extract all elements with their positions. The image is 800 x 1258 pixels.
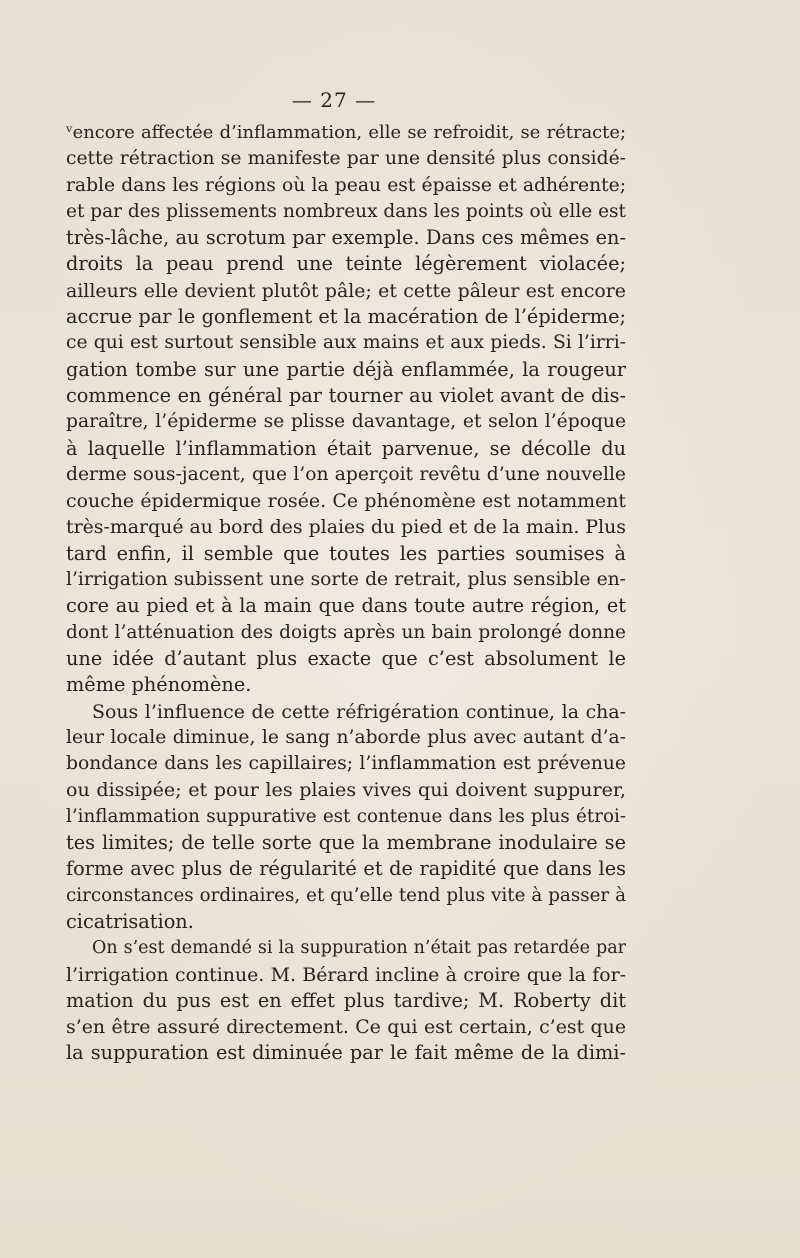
text-line: cicatrisation. (66, 909, 194, 933)
text-line: tard enfin, il semble que toutes les parties soumises à (66, 541, 626, 565)
page-number: — 27 — (291, 88, 377, 112)
text-line: ᵛencore affectée d’inflammation, elle se refroidit, se rétracte; (66, 122, 626, 143)
text-line: Sous l’influence de cette réfrigération continue, la cha- (92, 700, 626, 723)
text-line: l’irrigation continue. M. Bérard incline à croire que la for- (66, 963, 626, 986)
text-line: même phénomène. (66, 673, 252, 697)
text-line: la suppuration est diminuée par le fait même de la dimi- (66, 1041, 626, 1065)
text-line: cette rétraction se manifeste par une densité plus considé- (66, 148, 626, 170)
text-line: s’en être assuré directement. Ce qui est certain, c’est que (66, 1016, 626, 1039)
text-line: ce qui est surtout sensible aux mains et aux pieds. Si l’irri- (66, 332, 626, 354)
text-line: ailleurs elle devient plutôt pâle; et cette pâleur est encore (66, 279, 626, 302)
text-line: accrue par le gonflement et la macération de l’épiderme; (66, 305, 626, 329)
text-line: très-lâche, au scrotum par exemple. Dans ces mêmes en- (66, 226, 626, 250)
text-line: rable dans les régions où la peau est épaisse et adhérente; (66, 174, 626, 196)
text-line: dont l’atténuation des doigts après un bain prolongé donne (66, 621, 626, 643)
text-line: core au pied et à la main que dans toute autre région, et (66, 594, 626, 618)
text-line: mation du pus est en effet plus tardive; M. Roberty dit (66, 988, 626, 1012)
text-line: gation tombe sur une partie déjà enflammée, la rougeur (66, 357, 626, 381)
text-line: l’irrigation subissent une sorte de retrait, plus sensible en- (66, 569, 626, 591)
text-line: circonstances ordinaires, et qu’elle tend plus vite à passer à (66, 884, 626, 906)
text-line: derme sous-jacent, que l’on aperçoit revêtu d’une nouvelle (66, 463, 626, 485)
text-line: bondance dans les capillaires; l’inflammation est prévenue (66, 753, 626, 775)
text-line: commence en général par tourner au violet avant de dis- (66, 383, 626, 407)
text-line: l’inflammation suppurative est contenue dans les plus étroi- (66, 805, 626, 827)
text-line: paraître, l’épiderme se plisse davantage, et selon l’époque (66, 411, 626, 433)
text-line: On s’est demandé si la suppuration n’était pas retardée par (92, 938, 626, 959)
body-text (66, 120, 626, 1067)
text-line: couche épidermique rosée. Ce phénomène est notamment (66, 490, 626, 513)
text-line: une idée d’autant plus exacte que c’est absolument le (66, 646, 626, 670)
text-line: leur locale diminue, le sang n’aborde plus avec autant d’a- (66, 726, 626, 748)
text-line: très-marqué au bord des plaies du pied et de la main. Plus (66, 516, 626, 539)
text-line: tes limites; de telle sorte que la membrane inodulaire se (66, 831, 626, 855)
text-line: droits la peau prend une teinte légèrement violacée; (66, 252, 626, 276)
text-line: forme avec plus de régularité et de rapidité que dans les (66, 857, 626, 881)
text-line: et par des plissements nombreux dans les points où elle est (66, 200, 626, 222)
text-line: à laquelle l’inflammation était parvenue, se décolle du (66, 436, 626, 460)
text-line: ou dissipée; et pour les plaies vives qui doivent suppurer, (66, 778, 626, 802)
